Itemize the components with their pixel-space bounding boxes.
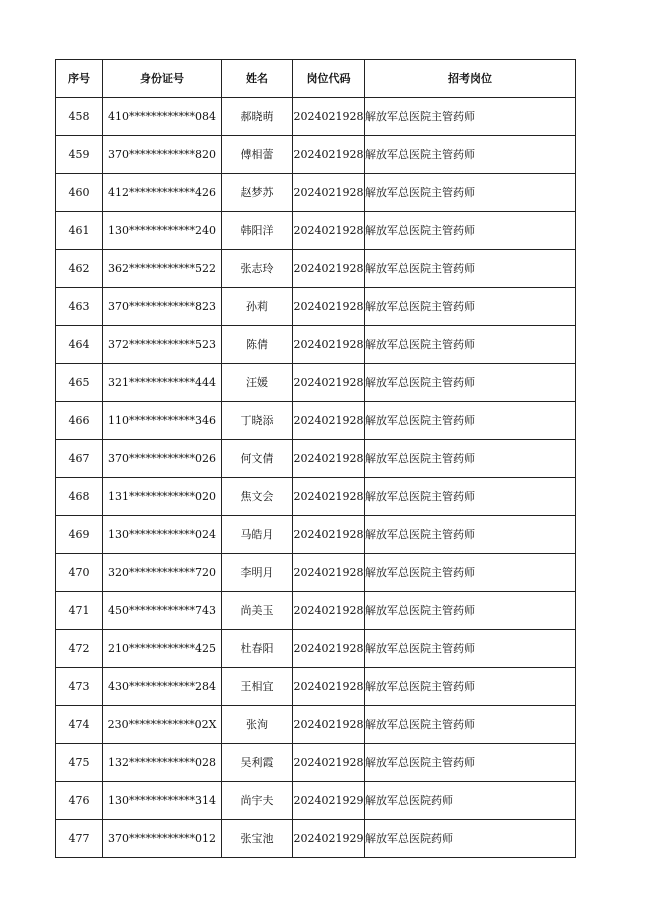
table-row	[56, 706, 576, 744]
table-row	[56, 98, 576, 136]
cell-name: 张洵	[222, 706, 293, 744]
cell-name: 李明月	[222, 554, 293, 592]
cell-position: 解放军总医院主管药师	[365, 98, 576, 136]
cell-id-number: 370************820	[103, 136, 222, 174]
cell-serial-number: 461	[56, 212, 103, 250]
cell-id-number: 110************346	[103, 402, 222, 440]
cell-id-number: 130************240	[103, 212, 222, 250]
cell-id-number: 210************425	[103, 630, 222, 668]
table-header	[56, 60, 576, 98]
cell-position-code: 2024021928	[293, 554, 365, 592]
cell-id-number: 320************720	[103, 554, 222, 592]
cell-name: 傅相蕾	[222, 136, 293, 174]
cell-name: 尚美玉	[222, 592, 293, 630]
cell-serial-number: 465	[56, 364, 103, 402]
cell-position: 解放军总医院主管药师	[365, 668, 576, 706]
cell-position: 解放军总医院药师	[365, 782, 576, 820]
cell-position-code: 2024021928	[293, 98, 365, 136]
cell-position: 解放军总医院主管药师	[365, 706, 576, 744]
cell-id-number: 230************02X	[103, 706, 222, 744]
table-row	[56, 478, 576, 516]
cell-position-code: 2024021928	[293, 668, 365, 706]
cell-position: 解放军总医院主管药师	[365, 212, 576, 250]
cell-id-number: 132************028	[103, 744, 222, 782]
cell-position-code: 2024021928	[293, 706, 365, 744]
cell-id-number: 412************426	[103, 174, 222, 212]
table-row	[56, 668, 576, 706]
header-id-number: 身份证号	[103, 60, 222, 98]
cell-serial-number: 475	[56, 744, 103, 782]
cell-position: 解放军总医院药师	[365, 820, 576, 858]
cell-name: 张志玲	[222, 250, 293, 288]
cell-id-number: 372************523	[103, 326, 222, 364]
cell-position-code: 2024021928	[293, 630, 365, 668]
table-row	[56, 402, 576, 440]
cell-name: 何文倩	[222, 440, 293, 478]
table-row	[56, 326, 576, 364]
table-row	[56, 592, 576, 630]
candidate-table	[55, 59, 576, 858]
cell-name: 陈倩	[222, 326, 293, 364]
table-row	[56, 136, 576, 174]
cell-name: 焦文会	[222, 478, 293, 516]
cell-position-code: 2024021929	[293, 820, 365, 858]
cell-id-number: 370************823	[103, 288, 222, 326]
table-row	[56, 174, 576, 212]
cell-id-number: 370************012	[103, 820, 222, 858]
cell-name: 丁晓添	[222, 402, 293, 440]
cell-serial-number: 474	[56, 706, 103, 744]
cell-name: 汪媛	[222, 364, 293, 402]
cell-serial-number: 467	[56, 440, 103, 478]
cell-name: 吴利霞	[222, 744, 293, 782]
cell-position-code: 2024021928	[293, 174, 365, 212]
cell-serial-number: 473	[56, 668, 103, 706]
cell-position: 解放军总医院主管药师	[365, 516, 576, 554]
cell-position-code: 2024021928	[293, 744, 365, 782]
table-row	[56, 630, 576, 668]
cell-position: 解放军总医院主管药师	[365, 630, 576, 668]
cell-position-code: 2024021928	[293, 250, 365, 288]
cell-position: 解放军总医院主管药师	[365, 478, 576, 516]
cell-serial-number: 458	[56, 98, 103, 136]
cell-position: 解放军总医院主管药师	[365, 592, 576, 630]
cell-position: 解放军总医院主管药师	[365, 136, 576, 174]
cell-id-number: 131************020	[103, 478, 222, 516]
cell-id-number: 130************024	[103, 516, 222, 554]
table-row	[56, 516, 576, 554]
table-row	[56, 782, 576, 820]
cell-name: 尚宇夫	[222, 782, 293, 820]
header-position: 招考岗位	[365, 60, 576, 98]
cell-serial-number: 476	[56, 782, 103, 820]
cell-serial-number: 464	[56, 326, 103, 364]
cell-position-code: 2024021929	[293, 782, 365, 820]
cell-position-code: 2024021928	[293, 364, 365, 402]
cell-serial-number: 469	[56, 516, 103, 554]
cell-name: 孙莉	[222, 288, 293, 326]
cell-position-code: 2024021928	[293, 478, 365, 516]
cell-serial-number: 466	[56, 402, 103, 440]
header-row	[56, 60, 576, 98]
cell-position-code: 2024021928	[293, 440, 365, 478]
cell-name: 王相宜	[222, 668, 293, 706]
cell-position: 解放军总医院主管药师	[365, 554, 576, 592]
cell-name: 杜春阳	[222, 630, 293, 668]
cell-position: 解放军总医院主管药师	[365, 440, 576, 478]
cell-id-number: 321************444	[103, 364, 222, 402]
cell-id-number: 370************026	[103, 440, 222, 478]
cell-serial-number: 462	[56, 250, 103, 288]
cell-position: 解放军总医院主管药师	[365, 174, 576, 212]
cell-name: 郝晓萌	[222, 98, 293, 136]
cell-position: 解放军总医院主管药师	[365, 744, 576, 782]
cell-id-number: 362************522	[103, 250, 222, 288]
cell-serial-number: 470	[56, 554, 103, 592]
cell-position-code: 2024021928	[293, 136, 365, 174]
cell-position: 解放军总医院主管药师	[365, 402, 576, 440]
table-row	[56, 288, 576, 326]
cell-id-number: 450************743	[103, 592, 222, 630]
cell-name: 赵梦苏	[222, 174, 293, 212]
table-row	[56, 364, 576, 402]
cell-position: 解放军总医院主管药师	[365, 364, 576, 402]
cell-name: 马皓月	[222, 516, 293, 554]
cell-position-code: 2024021928	[293, 288, 365, 326]
cell-serial-number: 477	[56, 820, 103, 858]
table-row	[56, 554, 576, 592]
table-row	[56, 820, 576, 858]
cell-position: 解放军总医院主管药师	[365, 250, 576, 288]
cell-position-code: 2024021928	[293, 516, 365, 554]
cell-id-number: 130************314	[103, 782, 222, 820]
cell-position-code: 2024021928	[293, 592, 365, 630]
table-body	[56, 98, 576, 858]
header-name: 姓名	[222, 60, 293, 98]
cell-name: 张宝池	[222, 820, 293, 858]
cell-serial-number: 463	[56, 288, 103, 326]
cell-position: 解放军总医院主管药师	[365, 326, 576, 364]
cell-position-code: 2024021928	[293, 402, 365, 440]
table-row	[56, 212, 576, 250]
cell-id-number: 430************284	[103, 668, 222, 706]
cell-position: 解放军总医院主管药师	[365, 288, 576, 326]
table-row	[56, 440, 576, 478]
cell-serial-number: 459	[56, 136, 103, 174]
cell-serial-number: 472	[56, 630, 103, 668]
cell-serial-number: 468	[56, 478, 103, 516]
header-position-code: 岗位代码	[293, 60, 365, 98]
cell-serial-number: 471	[56, 592, 103, 630]
table-row	[56, 250, 576, 288]
table-row	[56, 744, 576, 782]
header-serial-number: 序号	[56, 60, 103, 98]
cell-position-code: 2024021928	[293, 326, 365, 364]
cell-position-code: 2024021928	[293, 212, 365, 250]
cell-id-number: 410************084	[103, 98, 222, 136]
cell-serial-number: 460	[56, 174, 103, 212]
cell-name: 韩阳洋	[222, 212, 293, 250]
